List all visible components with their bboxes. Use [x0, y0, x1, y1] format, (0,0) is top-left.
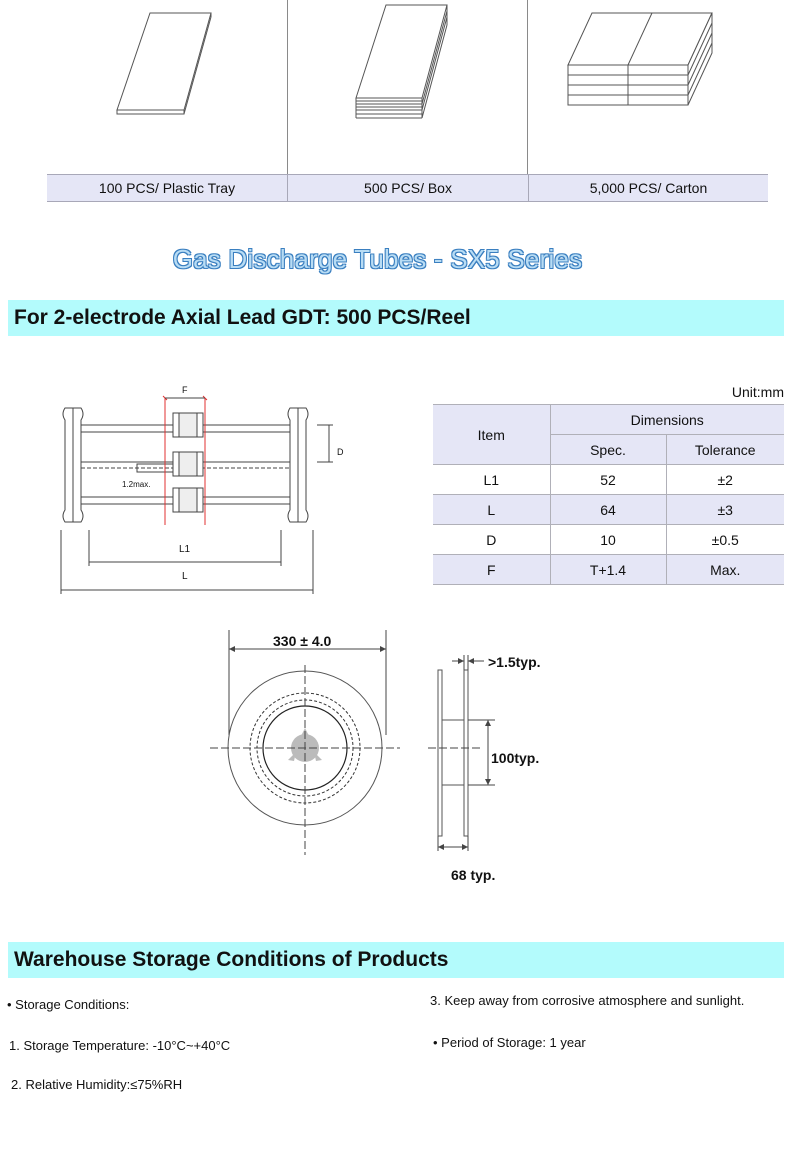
- label-d: D: [337, 447, 344, 457]
- packaging-label-carton: 5,000 PCS/ Carton: [528, 175, 768, 201]
- packaging-label-tray: 100 PCS/ Plastic Tray: [98, 180, 236, 196]
- storage-period: • Period of Storage: 1 year: [433, 1035, 586, 1050]
- box-stack-icon: [288, 0, 528, 174]
- reel-hub-label: 100typ.: [491, 750, 540, 766]
- row-spec: 10: [550, 525, 666, 555]
- table-row: [433, 525, 784, 555]
- packaging-label-box: 500 PCS/ Box: [287, 175, 528, 201]
- axial-lead-drawing: [55, 380, 355, 600]
- row-spec: 52: [550, 465, 666, 495]
- packaging-label-row: [47, 174, 768, 202]
- row-spec: T+1.4: [550, 555, 666, 585]
- table-row: [433, 465, 784, 495]
- packaging-section: [47, 0, 768, 203]
- header-tolerance: Tolerance: [666, 435, 784, 465]
- series-title: Gas Discharge Tubes - SX5 Series: [172, 244, 583, 274]
- reel-section-heading: For 2-electrode Axial Lead GDT: 500 PCS/Reel: [8, 300, 784, 336]
- plastic-tray-icon: [47, 0, 287, 174]
- label-max: 1.2max.: [122, 480, 151, 489]
- row-tolerance: ±0.5: [666, 525, 784, 555]
- storage-corrosive: 3. Keep away from corrosive atmosphere and sunlight.: [430, 993, 745, 1008]
- table-row: [433, 495, 784, 525]
- storage-temperature: 1. Storage Temperature: -10°C~+40°C: [9, 1038, 231, 1053]
- row-item: L1: [433, 465, 550, 495]
- row-spec: 64: [550, 495, 666, 525]
- header-dimensions: Dimensions: [550, 405, 784, 435]
- storage-conditions-title: • Storage Conditions:: [7, 997, 130, 1012]
- row-item: F: [433, 555, 550, 585]
- carton-icon: [528, 0, 768, 174]
- reel-diameter-label: 330 ± 4.0: [273, 633, 332, 649]
- storage-humidity: 2. Relative Humidity:≤75%RH: [11, 1077, 183, 1092]
- dimension-table: [433, 404, 784, 585]
- row-tolerance: Max.: [666, 555, 784, 585]
- unit-label: Unit:mm: [731, 384, 784, 400]
- row-tolerance: ±2: [666, 465, 784, 495]
- label-f: F: [182, 385, 188, 395]
- reel-flange-label: >1.5typ.: [488, 654, 541, 670]
- storage-section-heading: Warehouse Storage Conditions of Products: [8, 942, 784, 978]
- header-spec: Spec.: [550, 435, 666, 465]
- row-item: L: [433, 495, 550, 525]
- table-row: [433, 555, 784, 585]
- reel-width-label: 68 typ.: [451, 867, 496, 883]
- reel-drawing: [200, 625, 560, 890]
- label-l1: L1: [179, 544, 191, 555]
- row-tolerance: ±3: [666, 495, 784, 525]
- row-item: D: [433, 525, 550, 555]
- label-l: L: [182, 571, 188, 582]
- header-item: Item: [433, 405, 550, 465]
